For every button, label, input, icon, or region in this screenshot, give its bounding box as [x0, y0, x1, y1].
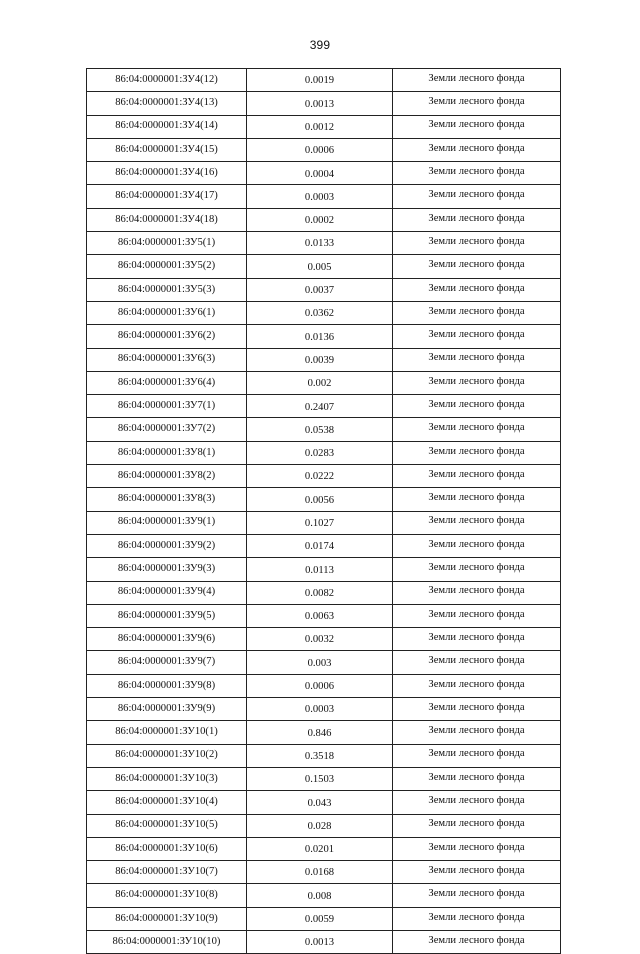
- table-row: [87, 814, 561, 837]
- land-category-cell: Земли лесного фонда: [393, 232, 561, 255]
- table-row: [87, 488, 561, 511]
- land-category-cell: Земли лесного фонда: [393, 371, 561, 394]
- cadastral-number-cell: 86:04:0000001:ЗУ5(2): [87, 255, 247, 278]
- cadastral-number-cell: 86:04:0000001:ЗУ6(1): [87, 301, 247, 324]
- table-row: [87, 138, 561, 161]
- cadastral-number-cell: 86:04:0000001:ЗУ4(18): [87, 208, 247, 231]
- table-row: [87, 511, 561, 534]
- land-category-cell: Земли лесного фонда: [393, 185, 561, 208]
- cadastral-number-cell: 86:04:0000001:ЗУ5(3): [87, 278, 247, 301]
- land-category-cell: Земли лесного фонда: [393, 930, 561, 953]
- table-row: [87, 255, 561, 278]
- table-row: [87, 674, 561, 697]
- area-cell: 0.0013: [247, 930, 393, 953]
- land-category-cell: Земли лесного фонда: [393, 418, 561, 441]
- cadastral-number-cell: 86:04:0000001:ЗУ8(1): [87, 441, 247, 464]
- cadastral-number-cell: 86:04:0000001:ЗУ9(8): [87, 674, 247, 697]
- table-row: [87, 115, 561, 138]
- cadastral-number-cell: 86:04:0000001:ЗУ4(16): [87, 162, 247, 185]
- area-cell: 0.0039: [247, 348, 393, 371]
- area-cell: 0.0003: [247, 698, 393, 721]
- land-category-cell: Земли лесного фонда: [393, 348, 561, 371]
- table-row: [87, 441, 561, 464]
- cadastral-number-cell: 86:04:0000001:ЗУ8(3): [87, 488, 247, 511]
- land-category-cell: Земли лесного фонда: [393, 441, 561, 464]
- area-cell: 0.008: [247, 884, 393, 907]
- cadastral-number-cell: 86:04:0000001:ЗУ8(2): [87, 465, 247, 488]
- land-category-cell: Земли лесного фонда: [393, 325, 561, 348]
- land-category-cell: Земли лесного фонда: [393, 138, 561, 161]
- land-category-cell: Земли лесного фонда: [393, 162, 561, 185]
- cadastral-number-cell: 86:04:0000001:ЗУ4(17): [87, 185, 247, 208]
- table-row: [87, 371, 561, 394]
- cadastral-number-cell: 86:04:0000001:ЗУ9(3): [87, 558, 247, 581]
- table-row: [87, 604, 561, 627]
- table-row: [87, 69, 561, 92]
- cadastral-number-cell: 86:04:0000001:ЗУ10(8): [87, 884, 247, 907]
- table-row: [87, 791, 561, 814]
- cadastral-number-cell: 86:04:0000001:ЗУ9(5): [87, 604, 247, 627]
- cadastral-number-cell: 86:04:0000001:ЗУ6(3): [87, 348, 247, 371]
- table-row: [87, 465, 561, 488]
- land-category-cell: Земли лесного фонда: [393, 558, 561, 581]
- table-row: [87, 348, 561, 371]
- land-category-cell: Земли лесного фонда: [393, 791, 561, 814]
- cadastral-number-cell: 86:04:0000001:ЗУ10(10): [87, 930, 247, 953]
- table-row: [87, 721, 561, 744]
- cadastral-number-cell: 86:04:0000001:ЗУ9(6): [87, 628, 247, 651]
- table-row: [87, 558, 561, 581]
- area-cell: 0.0056: [247, 488, 393, 511]
- area-cell: 0.0059: [247, 907, 393, 930]
- area-cell: 0.0063: [247, 604, 393, 627]
- cadastral-number-cell: 86:04:0000001:ЗУ10(4): [87, 791, 247, 814]
- area-cell: 0.005: [247, 255, 393, 278]
- land-category-cell: Земли лесного фонда: [393, 255, 561, 278]
- area-cell: 0.0136: [247, 325, 393, 348]
- land-category-cell: Земли лесного фонда: [393, 837, 561, 860]
- land-category-cell: Земли лесного фонда: [393, 744, 561, 767]
- area-cell: 0.0362: [247, 301, 393, 324]
- table-row: [87, 232, 561, 255]
- cadastral-number-cell: 86:04:0000001:ЗУ9(4): [87, 581, 247, 604]
- area-cell: 0.0283: [247, 441, 393, 464]
- cadastral-number-cell: 86:04:0000001:ЗУ10(5): [87, 814, 247, 837]
- area-cell: 0.0082: [247, 581, 393, 604]
- table-row: [87, 884, 561, 907]
- cadastral-number-cell: 86:04:0000001:ЗУ7(1): [87, 395, 247, 418]
- land-plots-table-body: [87, 69, 561, 954]
- land-category-cell: Земли лесного фонда: [393, 861, 561, 884]
- area-cell: 0.0012: [247, 115, 393, 138]
- land-category-cell: Земли лесного фонда: [393, 534, 561, 557]
- area-cell: 0.0538: [247, 418, 393, 441]
- area-cell: 0.0113: [247, 558, 393, 581]
- cadastral-number-cell: 86:04:0000001:ЗУ5(1): [87, 232, 247, 255]
- area-cell: 0.0004: [247, 162, 393, 185]
- land-plots-table: [86, 68, 561, 954]
- area-cell: 0.0174: [247, 534, 393, 557]
- land-category-cell: Земли лесного фонда: [393, 511, 561, 534]
- cadastral-number-cell: 86:04:0000001:ЗУ4(13): [87, 92, 247, 115]
- area-cell: 0.0006: [247, 674, 393, 697]
- area-cell: 0.002: [247, 371, 393, 394]
- cadastral-number-cell: 86:04:0000001:ЗУ9(7): [87, 651, 247, 674]
- table-row: [87, 930, 561, 953]
- area-cell: 0.028: [247, 814, 393, 837]
- area-cell: 0.003: [247, 651, 393, 674]
- table-row: [87, 418, 561, 441]
- area-cell: 0.0013: [247, 92, 393, 115]
- area-cell: 0.2407: [247, 395, 393, 418]
- table-row: [87, 861, 561, 884]
- land-category-cell: Земли лесного фонда: [393, 628, 561, 651]
- table-row: [87, 698, 561, 721]
- cadastral-number-cell: 86:04:0000001:ЗУ9(2): [87, 534, 247, 557]
- cadastral-number-cell: 86:04:0000001:ЗУ10(7): [87, 861, 247, 884]
- land-category-cell: Земли лесного фонда: [393, 907, 561, 930]
- table-row: [87, 325, 561, 348]
- table-row: [87, 395, 561, 418]
- cadastral-number-cell: 86:04:0000001:ЗУ7(2): [87, 418, 247, 441]
- table-row: [87, 837, 561, 860]
- table-row: [87, 208, 561, 231]
- table-row: [87, 581, 561, 604]
- area-cell: 0.846: [247, 721, 393, 744]
- cadastral-number-cell: 86:04:0000001:ЗУ4(12): [87, 69, 247, 92]
- cadastral-number-cell: 86:04:0000001:ЗУ10(1): [87, 721, 247, 744]
- land-category-cell: Земли лесного фонда: [393, 721, 561, 744]
- cadastral-number-cell: 86:04:0000001:ЗУ4(14): [87, 115, 247, 138]
- area-cell: 0.0032: [247, 628, 393, 651]
- land-category-cell: Земли лесного фонда: [393, 698, 561, 721]
- land-category-cell: Земли лесного фонда: [393, 69, 561, 92]
- table-row: [87, 278, 561, 301]
- land-category-cell: Земли лесного фонда: [393, 488, 561, 511]
- land-category-cell: Земли лесного фонда: [393, 395, 561, 418]
- land-category-cell: Земли лесного фонда: [393, 465, 561, 488]
- area-cell: 0.0133: [247, 232, 393, 255]
- area-cell: 0.3518: [247, 744, 393, 767]
- area-cell: 0.0037: [247, 278, 393, 301]
- table-row: [87, 744, 561, 767]
- area-cell: 0.0168: [247, 861, 393, 884]
- land-category-cell: Земли лесного фонда: [393, 208, 561, 231]
- area-cell: 0.0002: [247, 208, 393, 231]
- area-cell: 0.0006: [247, 138, 393, 161]
- area-cell: 0.0201: [247, 837, 393, 860]
- table-row: [87, 534, 561, 557]
- area-cell: 0.1503: [247, 767, 393, 790]
- cadastral-number-cell: 86:04:0000001:ЗУ9(9): [87, 698, 247, 721]
- page-number: 399: [309, 38, 331, 52]
- area-cell: 0.0019: [247, 69, 393, 92]
- land-category-cell: Земли лесного фонда: [393, 651, 561, 674]
- land-category-cell: Земли лесного фонда: [393, 674, 561, 697]
- area-cell: 0.1027: [247, 511, 393, 534]
- land-category-cell: Земли лесного фонда: [393, 92, 561, 115]
- cadastral-number-cell: 86:04:0000001:ЗУ10(3): [87, 767, 247, 790]
- table-row: [87, 92, 561, 115]
- cadastral-number-cell: 86:04:0000001:ЗУ4(15): [87, 138, 247, 161]
- area-cell: 0.0003: [247, 185, 393, 208]
- table-row: [87, 162, 561, 185]
- land-category-cell: Земли лесного фонда: [393, 115, 561, 138]
- cadastral-number-cell: 86:04:0000001:ЗУ10(2): [87, 744, 247, 767]
- land-category-cell: Земли лесного фонда: [393, 604, 561, 627]
- cadastral-number-cell: 86:04:0000001:ЗУ10(6): [87, 837, 247, 860]
- table-row: [87, 651, 561, 674]
- cadastral-number-cell: 86:04:0000001:ЗУ10(9): [87, 907, 247, 930]
- table-row: [87, 767, 561, 790]
- land-category-cell: Земли лесного фонда: [393, 884, 561, 907]
- land-category-cell: Земли лесного фонда: [393, 581, 561, 604]
- area-cell: 0.0222: [247, 465, 393, 488]
- area-cell: 0.043: [247, 791, 393, 814]
- land-category-cell: Земли лесного фонда: [393, 278, 561, 301]
- cadastral-number-cell: 86:04:0000001:ЗУ9(1): [87, 511, 247, 534]
- table-row: [87, 185, 561, 208]
- table-row: [87, 301, 561, 324]
- table-row: [87, 907, 561, 930]
- table-row: [87, 628, 561, 651]
- cadastral-number-cell: 86:04:0000001:ЗУ6(4): [87, 371, 247, 394]
- land-category-cell: Земли лесного фонда: [393, 767, 561, 790]
- land-category-cell: Земли лесного фонда: [393, 814, 561, 837]
- land-category-cell: Земли лесного фонда: [393, 301, 561, 324]
- cadastral-number-cell: 86:04:0000001:ЗУ6(2): [87, 325, 247, 348]
